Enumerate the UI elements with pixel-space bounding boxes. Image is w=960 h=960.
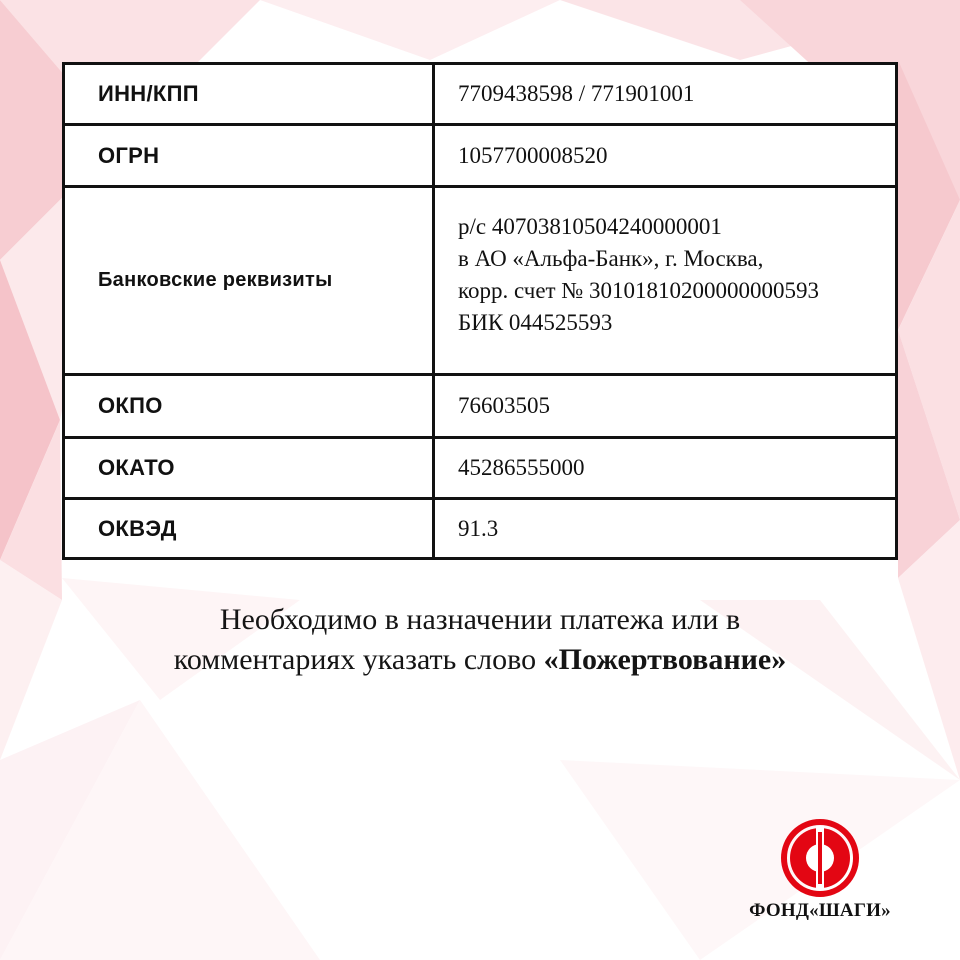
table-row	[64, 499, 897, 559]
bank-account-line: р/с 40703810504240000001	[458, 213, 722, 239]
fund-logo-icon	[780, 818, 860, 898]
row-label: ОКПО	[64, 375, 434, 438]
payment-note-line-1: Необходимо в назначении платежа или в	[219, 603, 741, 636]
table-row	[64, 375, 897, 438]
payment-note-line-2	[0, 640, 960, 680]
row-label: ОКВЭД	[64, 499, 434, 559]
payment-note	[0, 600, 960, 680]
bik-line: БИК 044525593	[458, 309, 613, 335]
row-label: ОКАТО	[64, 438, 434, 499]
fund-logo-text: ФОНД«ШАГИ»	[749, 900, 891, 921]
table-row	[64, 125, 897, 187]
row-label: ИНН/КПП	[64, 64, 434, 125]
table-row	[64, 64, 897, 125]
row-label: Банковские реквизиты	[64, 187, 434, 375]
requisites-table	[62, 62, 898, 560]
table-row	[64, 187, 897, 375]
row-value: 76603505	[434, 375, 897, 438]
fund-logo	[722, 818, 912, 928]
row-value: 1057700008520	[434, 125, 897, 187]
corr-account-line: корр. счет № 30101810200000000593	[458, 277, 820, 303]
row-label: ОГРН	[64, 125, 434, 187]
table-row	[64, 438, 897, 499]
payment-note-prefix: комментариях указать слово	[173, 643, 544, 676]
payment-note-keyword: «Пожертвование»	[543, 643, 787, 676]
bank-details	[434, 187, 897, 375]
row-value: 91.3	[434, 499, 897, 559]
row-value: 7709438598 / 771901001	[434, 64, 897, 125]
row-value: 45286555000	[434, 438, 897, 499]
bank-name-line: в АО «Альфа-Банк», г. Москва,	[458, 245, 764, 271]
